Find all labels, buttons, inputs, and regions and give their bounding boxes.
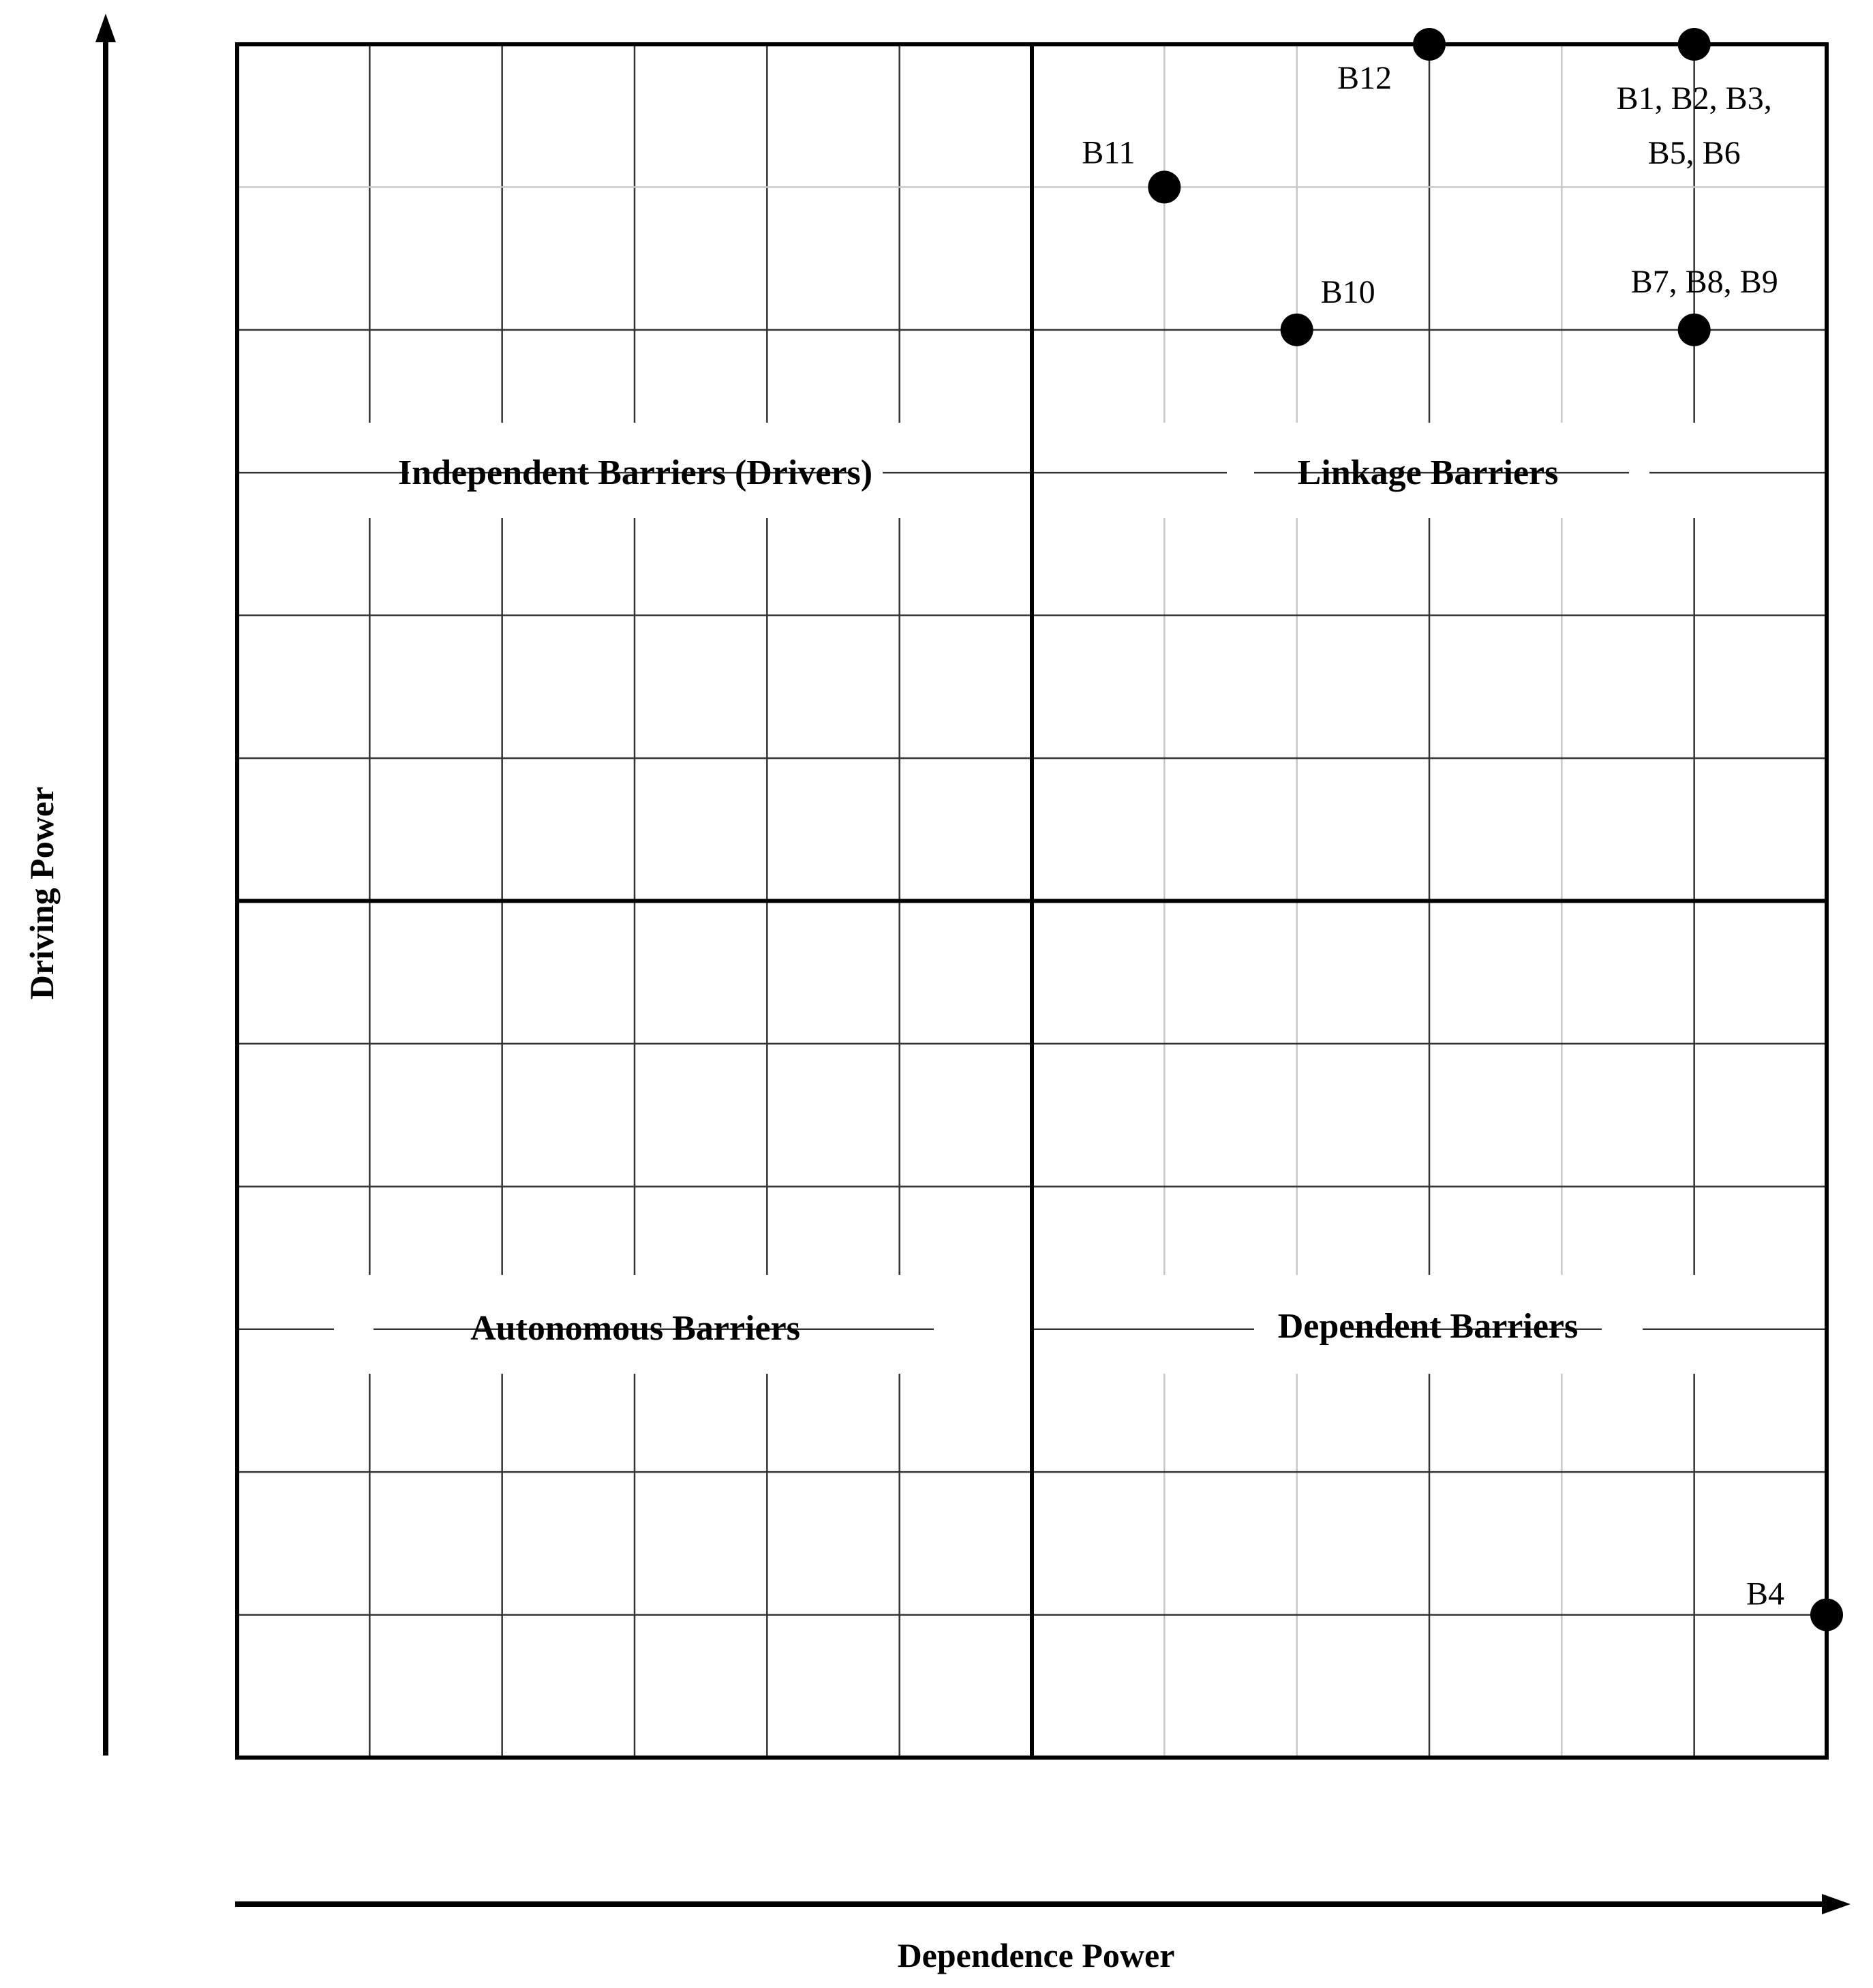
point-label: B7, B8, B9 <box>1630 263 1778 300</box>
y-axis-label: Driving Power <box>22 786 61 1000</box>
point-label: B1, B2, B3, <box>1616 80 1772 117</box>
data-point <box>1148 170 1181 203</box>
data-points <box>1082 28 1843 1631</box>
y-axis-arrowhead <box>95 14 116 42</box>
data-point <box>1413 28 1446 61</box>
grid-layer <box>237 44 1827 1758</box>
x-axis-label: Dependence Power <box>897 1936 1175 1974</box>
quadrant-label-dependent: Dependent Barriers <box>1277 1307 1579 1346</box>
point-label: B5, B6 <box>1647 135 1741 171</box>
quadrant-label-autonomous: Autonomous Barriers <box>470 1309 800 1348</box>
data-point <box>1678 28 1711 61</box>
point-label: B4 <box>1746 1576 1785 1612</box>
data-point <box>1678 314 1711 346</box>
quadrant-label-linkage: Linkage Barriers <box>1297 453 1559 492</box>
data-point <box>1810 1599 1843 1631</box>
point-label: B11 <box>1082 134 1136 171</box>
data-point <box>1281 314 1313 346</box>
axes <box>22 14 1851 1974</box>
point-label: B10 <box>1320 273 1375 310</box>
point-label: B12 <box>1337 60 1392 96</box>
quadrant-label-independent: Independent Barriers (Drivers) <box>397 453 873 492</box>
x-axis-arrowhead <box>1822 1894 1851 1914</box>
